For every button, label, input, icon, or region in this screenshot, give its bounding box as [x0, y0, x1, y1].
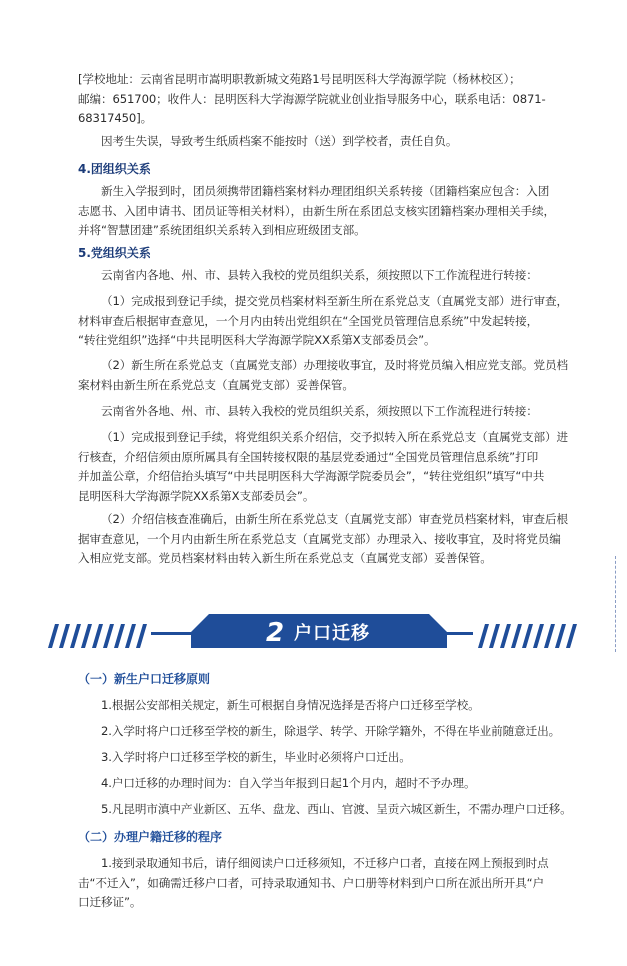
- section-banner: [48, 612, 583, 654]
- heading-party-relations: 5.党组织关系: [78, 246, 151, 260]
- heading-migration-principles: （一）新生户口迁移原则: [78, 672, 211, 686]
- procedure-step-1: 1.接到录取通知书后，请仔细阅读户口迁移须知，不迁移户口者，直接在网上预报到时点 击“不迁入”，如确需迁移户口者，可持录取通知书、户口册等材料到户口所在派出所开具“户 口迁移证”。: [78, 856, 549, 910]
- out-province-step-1: （1）完成报到登记手续，将党组织关系介绍信，交予拟转入所在系党总支（直属党支部）进 行核查，介绍信须由原所属具有全国转接权限的基层党委通过“全国党员管理信息系统”打印 并加盖公章，介绍信抬头填写“中共昆明医科大学海源学院委员会”，“转往党组织”填写“中共 昆明医科大学海源学院XX系第X支部委员会”。: [78, 430, 569, 503]
- migration-rule-5: 5.凡昆明市滇中产业新区、五华、盘龙、西山、官渡、呈贡六城区新生，不需办理户口迁移。: [101, 802, 572, 816]
- section-number: 2: [266, 618, 285, 648]
- section-title: 户口迁移: [294, 623, 370, 644]
- heading-league-relations: 4.团组织关系: [78, 162, 151, 176]
- out-province-step-2: （2）介绍信核查准确后，由新生所在系党总支（直属党支部）审查党员档案材料，审查后根 据审查意见，一个月内由新生所在系党总支（直属党支部）办理录入、接收事宜，及时将党员编 入相应党支部。党员档案材料由转入新生所在系党总支（直属党支部）妥善保管。: [78, 512, 569, 566]
- consequence-text: 因考生失误，导致考生纸质档案不能按时（送）到学校者，责任自负。: [101, 134, 458, 148]
- banner-left-stripes: [48, 624, 147, 648]
- banner-right-stripes: [478, 624, 577, 648]
- page-edge-dashed-line: [615, 556, 616, 652]
- in-province-step-2: （2）新生所在系党总支（直属党支部）办理接收事宜，及时将党员编入相应党支部。党员档 案材料由新生所在系党总支（直属党支部）妥善保管。: [78, 358, 569, 392]
- school-address-text: [学校地址：云南省昆明市嵩明职教新城文苑路1号昆明医科大学海源学院（杨林校区）； 邮编：651700；收件人：昆明医科大学海源学院就业创业指导服务中心，联系电话：0871- 68317450]。: [78, 72, 546, 126]
- in-province-intro: 云南省内各地、州、市、县转入我校的党员组织关系，须按照以下工作流程进行转接：: [101, 268, 538, 282]
- migration-rule-3: 3.入学时将户口迁移至学校的新生，毕业时必须将户口迁出。: [101, 750, 411, 764]
- in-province-step-1: （1）完成报到登记手续，提交党员档案材料至新生所在系党总支（直属党支部）进行审查， 材料审查后根据审查意见，一个月内由转出党组织在“全国党员管理信息系统”中发起转接， “转往党组织”选择“中共昆明医科大学海源学院XX系第X支部委员会”。: [78, 294, 569, 348]
- league-relations-text: 新生入学报到时，团员须携带团籍档案材料办理团组织关系转接（团籍档案应包含：入团 志愿书、入团申请书、团员证等相关材料），由新生所在系团总支核实团籍档案办理相关手续， 并将“智慧团建”系统团组织关系转入到相应班级团支部。: [78, 184, 555, 238]
- heading-migration-procedure: （二）办理户籍迁移的程序: [78, 830, 223, 844]
- migration-rule-1: 1.根据公安部相关规定，新生可根据自身情况选择是否将户口迁移至学校。: [101, 698, 480, 712]
- migration-rule-2: 2.入学时将户口迁移至学校的新生，除退学、转学、开除学籍外，不得在毕业前随意迁出。: [101, 724, 561, 738]
- out-province-intro: 云南省外各地、州、市、县转入我校的党员组织关系，须按照以下工作流程进行转接：: [101, 404, 538, 418]
- migration-rule-4: 4.户口迁移的办理时间为：自入学当年报到日起1个月内，超时不予办理。: [101, 776, 476, 790]
